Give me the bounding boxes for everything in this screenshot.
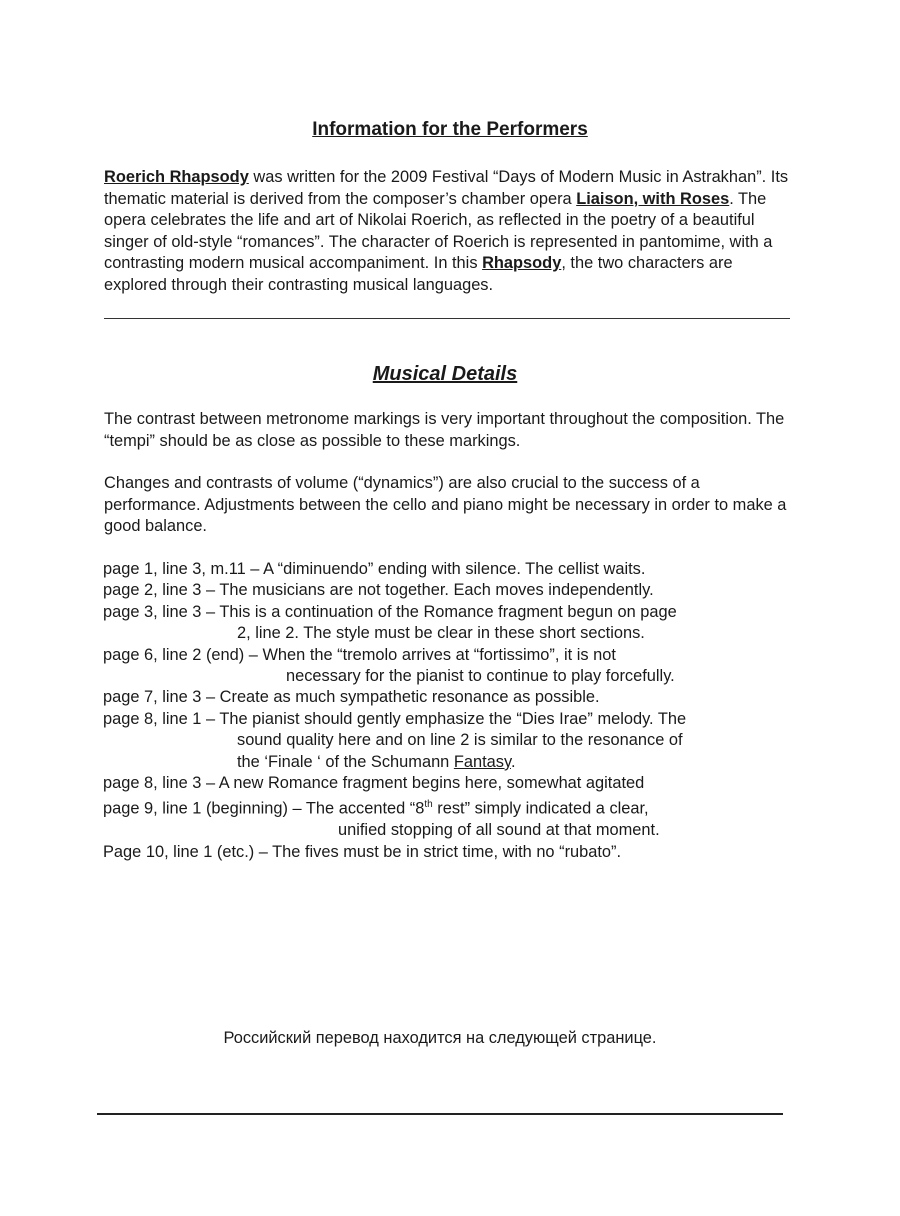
intro-text-3: , the two characters are explored through their contrasting musical languages.: [104, 254, 733, 294]
russian-translation-note: Российский перевод находится на следующей странице.: [223, 1029, 657, 1047]
performance-notes: [103, 559, 803, 863]
intro-bold-title: Roerich Rhapsody: [104, 168, 249, 186]
fantasy-title: Fantasy: [453, 752, 511, 771]
intro-bold-opera: Liaison, with Roses: [576, 189, 730, 208]
intro-divider: [104, 318, 790, 319]
section-heading: Musical Details: [372, 363, 518, 385]
intro-paragraph: [104, 167, 794, 296]
note-text: rest” simply indicated a clear,: [432, 799, 649, 818]
note-line: page 1, line 3, m.11 – A “diminuendo” ending with silence. The cellist waits.: [103, 560, 646, 578]
dynamics-paragraph: Changes and contrasts of volume (“dynamics”) are also crucial to the success of a performance. Adjustments between the cello and piano might be necessary in order to make a good balance.: [104, 474, 787, 535]
page-title: Information for the Performers: [312, 119, 588, 140]
note-line-continued: necessary for the pianist to continue to play forcefully.: [286, 667, 675, 686]
note-line: page 3, line 3 – This is a continuation of the Romance fragment begun on page: [103, 602, 677, 621]
note-line-continued: [103, 752, 803, 773]
intro-bold-rhapsody: Rhapsody: [482, 254, 562, 272]
note-text: page 9, line 1 (beginning) – The accented “8: [103, 799, 425, 818]
note-line: page 6, line 2 (end) – When the “tremolo arrives at “fortissimo”, it is not: [103, 645, 616, 664]
note-line: page 7, line 3 – Create as much sympathetic resonance as possible.: [103, 688, 600, 707]
superscript: th: [424, 799, 433, 811]
note-line: [103, 794, 803, 820]
intro-text-2: . The opera celebrates the life and art of Nikolai Roerich, as reflected in the poetry of a beautiful singer of old-style “romances”. The character of Roerich is represented in pantomime, with a contrasting modern musical accompaniment. In this: [104, 189, 773, 272]
note-line-continued: unified stopping of all sound at that moment.: [338, 821, 660, 840]
note-line: page 2, line 3 – The musicians are not together. Each moves independently.: [103, 581, 654, 600]
note-line: page 8, line 1 – The pianist should gently emphasize the “Dies Irae” melody. The: [103, 709, 687, 728]
intro-text-1: was written for the 2009 Festival “Days of Modern Music in Astrakhan”. Its thematic material is derived from the composer’s chamber opera: [104, 168, 789, 208]
note-line-continued: sound quality here and on line 2 is similar to the resonance of: [237, 731, 683, 750]
note-text: .: [510, 752, 516, 771]
note-line: page 8, line 3 – A new Romance fragment begins here, somewhat agitated: [103, 774, 645, 793]
note-line-continued: 2, line 2. The style must be clear in these short sections.: [237, 624, 645, 643]
footer-divider: [97, 1113, 783, 1115]
tempo-paragraph: The contrast between metronome markings is very important throughout the composition. The “tempi” should be as close as possible to these markings.: [104, 410, 785, 450]
note-text: the ‘Finale ‘ of the Schumann: [237, 752, 454, 771]
note-line: Page 10, line 1 (etc.) – The fives must be in strict time, with no “rubato”.: [103, 842, 622, 861]
